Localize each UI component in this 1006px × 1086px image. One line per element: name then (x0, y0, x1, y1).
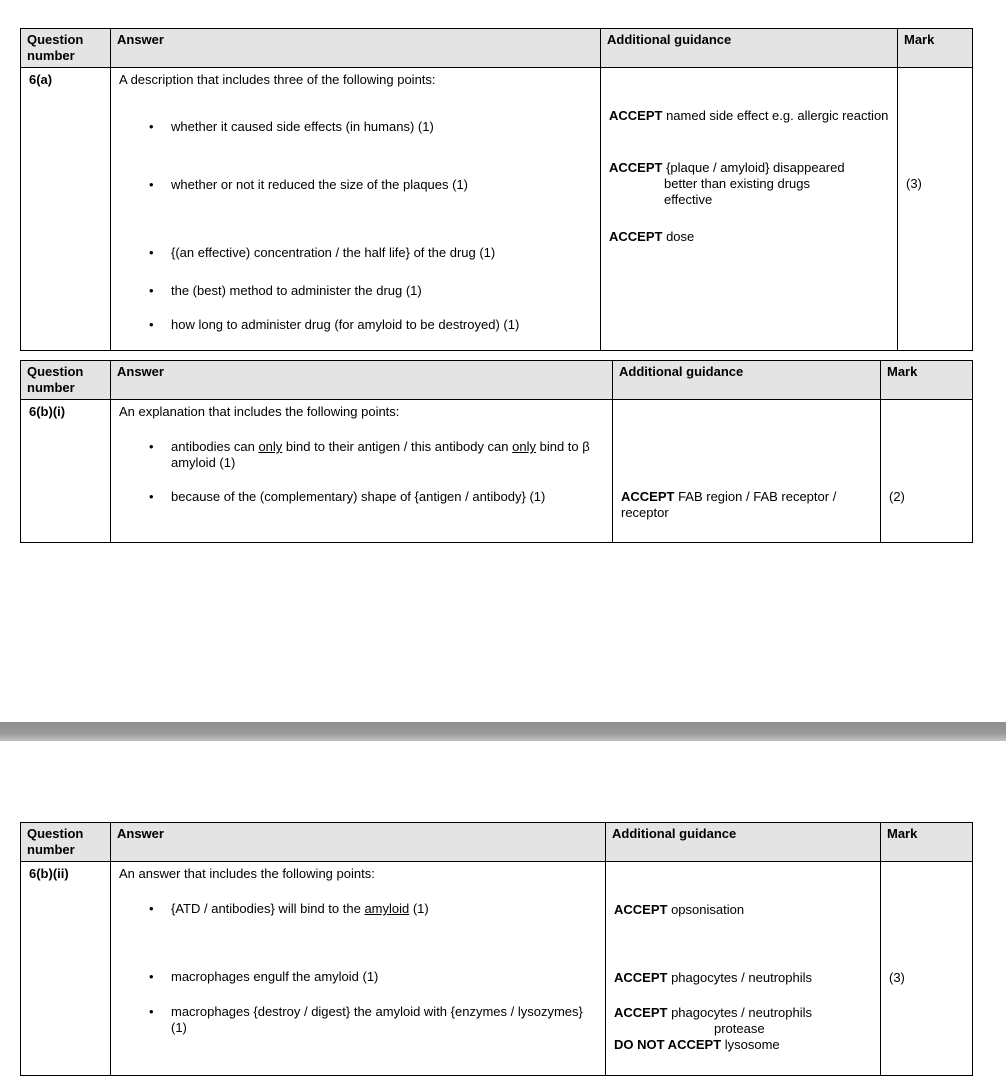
bullet-icon (149, 317, 171, 333)
bullet-icon (149, 489, 171, 505)
answer-cell (111, 68, 601, 351)
col-header-question-number: Question number (21, 29, 111, 68)
header-row (21, 823, 973, 862)
col-header-mark: Mark (881, 823, 973, 862)
mark-cell (881, 862, 973, 1076)
guidance-item: ACCEPT phagocytes / neutrophils (614, 1005, 812, 1020)
answer-point (119, 245, 592, 261)
col-header-answer: Answer (111, 29, 601, 68)
mark-value: (2) (889, 489, 905, 504)
answer-point (119, 317, 592, 333)
question-number: 6(b)(ii) (21, 862, 111, 1076)
answer-cell (111, 400, 613, 543)
answer-point-text: because of the (complementary) shape of {antigen / antibody} (1) (171, 489, 546, 504)
guidance-item-continuation: better than existing drugs (664, 176, 810, 191)
mark-cell (881, 400, 973, 543)
bullet-icon (149, 901, 171, 917)
bullet-icon (149, 439, 171, 471)
answer-point (119, 901, 597, 917)
answer-point (119, 1004, 597, 1036)
guidance-item: ACCEPT dose (609, 229, 695, 244)
mark-scheme-table-6a (20, 28, 973, 351)
answer-point-text: antibodies can only bind to their antigen / this antibody can only bind to β amyloid (1) (171, 439, 590, 470)
mark-scheme-table-6bii (20, 822, 973, 1076)
question-number: 6(a) (21, 68, 111, 351)
answer-point (119, 489, 604, 505)
table-row (21, 400, 973, 543)
answer-point (119, 969, 597, 985)
col-header-additional-guidance: Additional guidance (613, 361, 881, 400)
answer-point-text: macrophages engulf the amyloid (1) (171, 969, 379, 984)
col-header-answer: Answer (111, 361, 613, 400)
answer-cell (111, 862, 606, 1076)
guidance-item: DO NOT ACCEPT lysosome (614, 1037, 780, 1052)
answer-point-text: {(an effective) concentration / the half life} of the drug (1) (171, 245, 496, 260)
header-row (21, 361, 973, 400)
question-number: 6(b)(i) (21, 400, 111, 543)
bullet-icon (149, 283, 171, 299)
table-row (21, 68, 973, 351)
col-header-mark: Mark (898, 29, 973, 68)
table-row (21, 862, 973, 1076)
answer-point-text: whether or not it reduced the size of the plaques (1) (171, 177, 469, 192)
guidance-cell (606, 862, 881, 1076)
answer-point (119, 119, 592, 135)
guidance-item: ACCEPT opsonisation (614, 902, 745, 917)
guidance-cell (601, 68, 898, 351)
col-header-additional-guidance: Additional guidance (606, 823, 881, 862)
col-header-answer: Answer (111, 823, 606, 862)
answer-point-text: whether it caused side effects (in humans) (1) (171, 119, 434, 134)
header-row (21, 29, 973, 68)
answer-intro: A description that includes three of the following points: (119, 72, 436, 87)
col-header-question-number: Question number (21, 361, 111, 400)
col-header-additional-guidance: Additional guidance (601, 29, 898, 68)
page-break-divider (0, 722, 1006, 741)
bullet-icon (149, 177, 171, 193)
answer-point (119, 439, 604, 471)
answer-point (119, 283, 592, 299)
answer-point-text: how long to administer drug (for amyloid to be destroyed) (1) (171, 317, 520, 332)
mark-value: (3) (906, 176, 922, 191)
mark-cell (898, 68, 973, 351)
bullet-icon (149, 119, 171, 135)
bullet-icon (149, 969, 171, 985)
answer-point-text: macrophages {destroy / digest} the amyloid with {enzymes / lysozymes} (1) (171, 1004, 583, 1035)
col-header-question-number: Question number (21, 823, 111, 862)
answer-point-text: {ATD / antibodies} will bind to the amyloid (1) (171, 901, 429, 916)
guidance-item: ACCEPT {plaque / amyloid} disappeared (609, 160, 845, 175)
col-header-mark: Mark (881, 361, 973, 400)
guidance-item-continuation: effective (664, 192, 713, 207)
answer-point-text: the (best) method to administer the drug (1) (171, 283, 422, 298)
guidance-item: ACCEPT named side effect e.g. allergic reaction (609, 108, 889, 123)
answer-point (119, 177, 592, 193)
mark-scheme-table-6bi (20, 360, 973, 543)
mark-value: (3) (889, 970, 905, 985)
guidance-cell (613, 400, 881, 543)
answer-intro: An explanation that includes the following points: (119, 404, 400, 419)
guidance-item-continuation: protease (714, 1021, 765, 1036)
bullet-icon (149, 1004, 171, 1036)
guidance-item: ACCEPT phagocytes / neutrophils (614, 970, 812, 985)
bullet-icon (149, 245, 171, 261)
answer-intro: An answer that includes the following points: (119, 866, 375, 881)
guidance-item: ACCEPT FAB region / FAB receptor / receptor (621, 489, 837, 520)
